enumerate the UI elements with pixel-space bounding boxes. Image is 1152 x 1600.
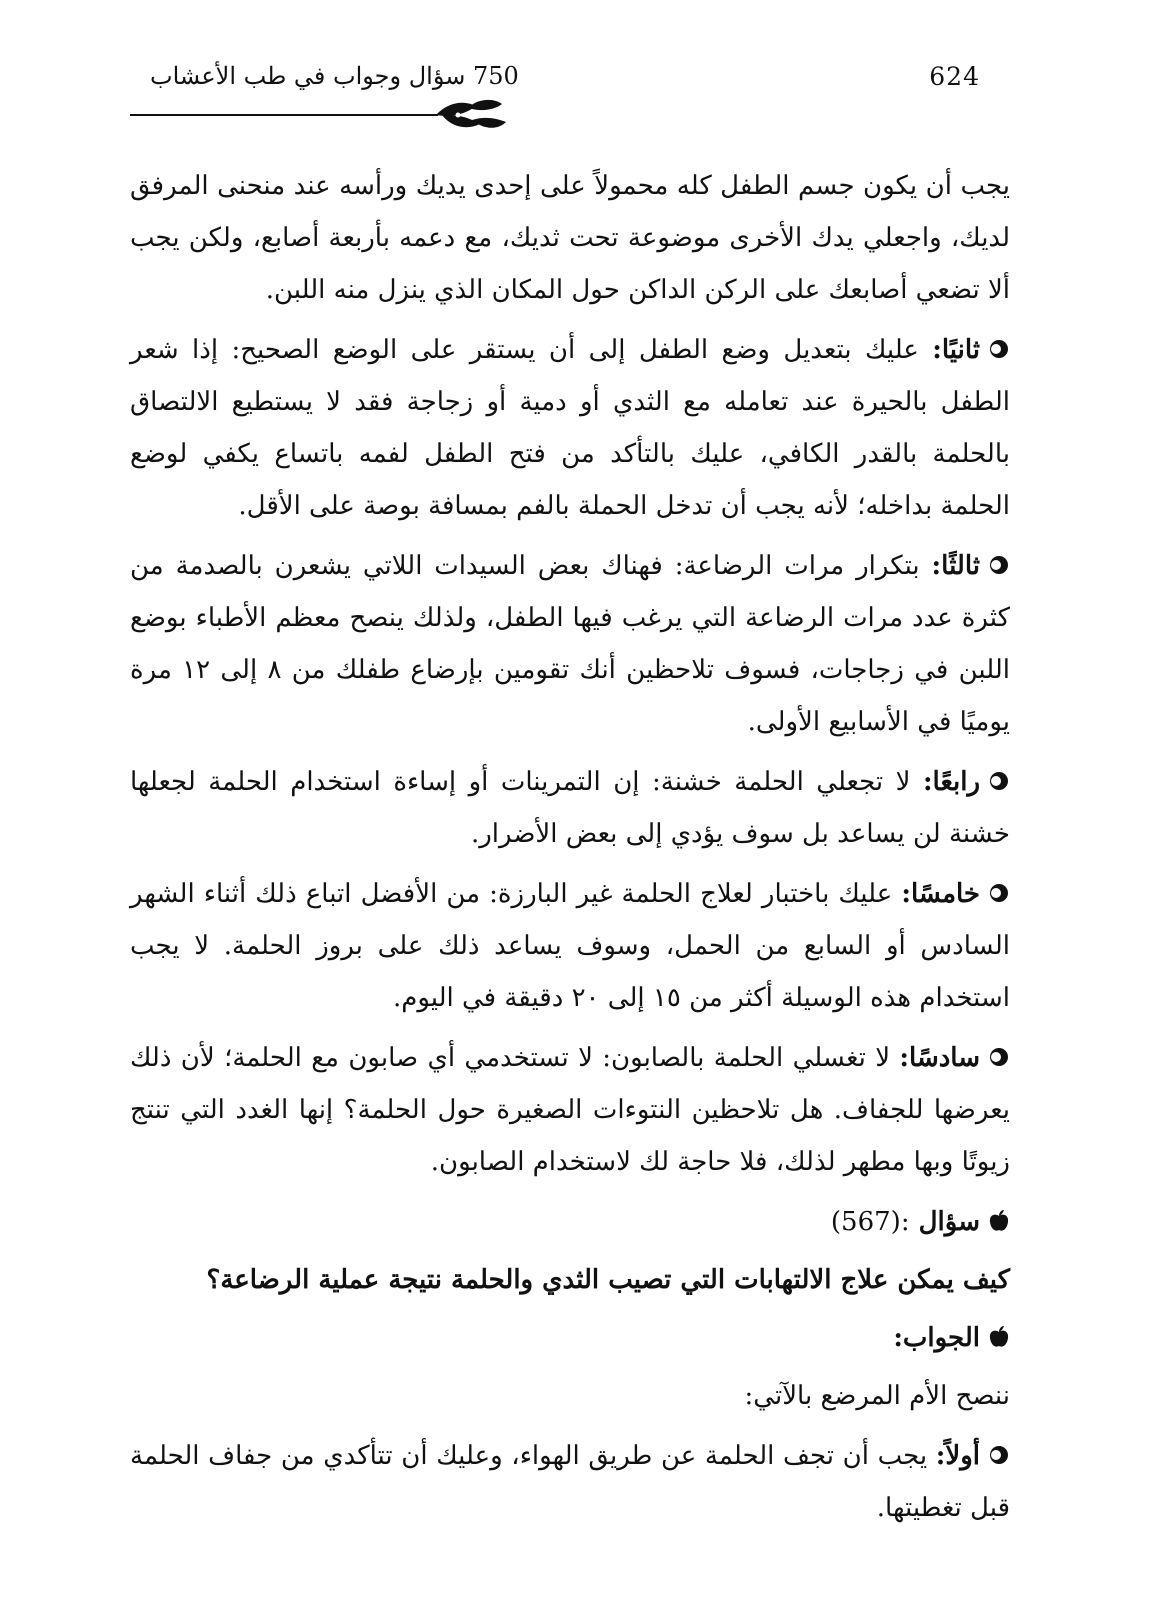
- paragraph-2-lead: ثانيًا:: [932, 335, 980, 365]
- paragraph-4: [130, 756, 1010, 860]
- paragraph-3: [130, 540, 1010, 748]
- answer-point-1: [130, 1430, 1010, 1534]
- bullet-icon: [988, 882, 1010, 904]
- running-header: [130, 62, 1010, 102]
- paragraph-4-lead: رابعًا:: [922, 767, 981, 797]
- paragraph-2: [130, 324, 1010, 532]
- paragraph-5-lead: خامسًا:: [901, 879, 980, 909]
- paragraph-5-text: عليك باختبار لعلاج الحلمة غير البارزة: من الأفضل اتباع ذلك أثناء الشهر السادس أو السابع من الحمل، وسوف يساعد ذلك على بروز الحلمة. لا يجب استخدام هذه الوسيلة أكثر من ١٥ إلى ٢٠ دقيقة في اليوم.: [130, 879, 1010, 1013]
- paragraph-1: يجب أن يكون جسم الطفل كله محمولاً على إحدى يديك ورأسه عند منحنى المرفق لديك، واجعلي يدك الأخرى موضوعة تحت ثديك، مع دعمه بأربعة أصابع، ولكن يجب ألا تضعي أصابعك على الركن الداكن حول المكان الذي ينزل منه اللبن.: [130, 171, 1010, 305]
- apple-icon: [988, 1325, 1010, 1349]
- bullet-icon: [988, 1444, 1010, 1466]
- paragraph-4-text: لا تجعلي الحلمة خشنة: إن التمرينات أو إساءة استخدام الحلمة لجعلها خشنة لن يساعد بل سوف يؤدي إلى بعض الأضرار.: [130, 767, 1010, 849]
- paragraph-3-lead: ثالثًا:: [931, 551, 980, 581]
- paragraph-2-text: عليك بتعديل وضع الطفل إلى أن يستقر على الوضع الصحيح: إذا شعر الطفل بالحيرة عند تعامله مع الثدي أو دمية أو زجاجة فقد لا يستطيع الالتصاق بالحلمة بالقدر الكافي، عليك بالتأكد من فتح الطفل لفمه باتساع يكفي لوضع الحلمة بداخله؛ لأنه يجب أن تدخل الحملة بالفم بمسافة بوصة على الأقل.: [130, 335, 1010, 521]
- answer-intro: ننصح الأم المرضع بالآتي:: [744, 1381, 1010, 1411]
- book-page: [130, 0, 1010, 1600]
- bullet-icon: [988, 554, 1010, 576]
- answer-point-1-text: يجب أن تجف الحلمة عن طريق الهواء، وعليك أن تتأكدي من جفاف الحلمة قبل تغطيتها.: [130, 1441, 1010, 1523]
- answer-label: الجواب:: [893, 1323, 980, 1353]
- question-heading: [130, 1196, 1010, 1248]
- bullet-icon: [988, 1046, 1010, 1068]
- answer-heading: [130, 1312, 1010, 1364]
- question-text: كيف يمكن علاج الالتهابات التي تصيب الثدي والحلمة نتيجة عملية الرضاعة؟: [206, 1265, 1010, 1295]
- paragraph-3-text: بتكرار مرات الرضاعة: فهناك بعض السيدات اللاتي يشعرن بالصدمة من كثرة عدد مرات الرضاعة التي يرغب فيها الطفل، ولذلك ينصح معظم الأطباء بوضع اللبن في زجاجات، فسوف تلاحظين أنك تقومين بإرضاع طفلك من ٨ إلى ١٢ مرة يوميًا في الأسابيع الأولى.: [130, 551, 1010, 737]
- book-title: 750 سؤال وجواب في طب الأعشاب: [150, 62, 519, 90]
- paragraph-5: [130, 868, 1010, 1024]
- answer-point-1-lead: أولاً:: [935, 1441, 981, 1471]
- leaf-ornament-icon: [398, 96, 508, 136]
- header-rule: [130, 114, 400, 116]
- paragraph-6: [130, 1032, 1010, 1188]
- apple-icon: [988, 1209, 1010, 1233]
- question-number: (567):: [830, 1207, 910, 1237]
- paragraph-6-lead: سادسًا:: [899, 1043, 981, 1073]
- paragraph-6-text: لا تغسلي الحلمة بالصابون: لا تستخدمي أي صابون مع الحلمة؛ لأن ذلك يعرضها للجفاف. هل تلاحظين النتوءات الصغيرة حول الحلمة؟ إنها الغدد التي تنتج زيوتًا وبها مطهر لذلك، فلا حاجة لك لاستخدام الصابون.: [130, 1043, 1010, 1177]
- page-body: [130, 160, 1010, 1542]
- bullet-icon: [988, 338, 1010, 360]
- bullet-icon: [988, 770, 1010, 792]
- question-label: سؤال: [918, 1207, 980, 1237]
- page-number: 624: [929, 62, 980, 91]
